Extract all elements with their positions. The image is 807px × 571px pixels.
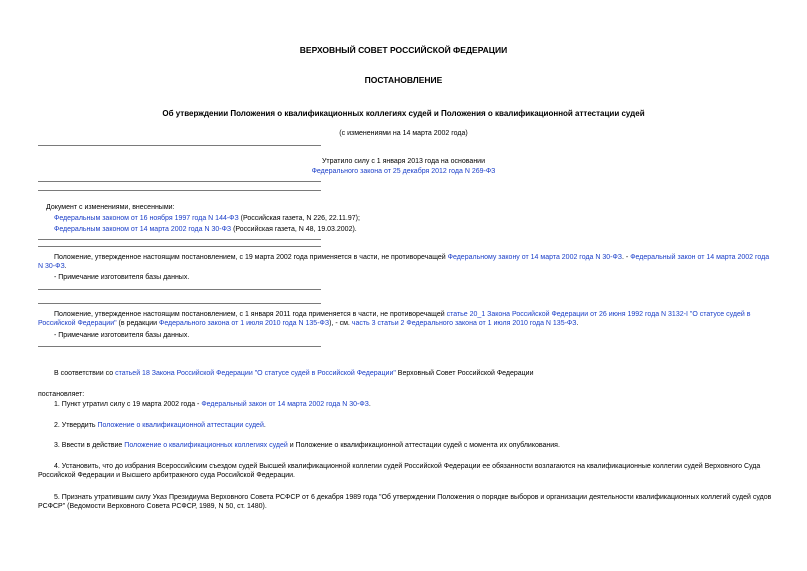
change-law-link[interactable]: Федеральным законом от 16 ноября 1997 года N 144-ФЗ: [54, 215, 239, 222]
point-text: 2. Утвердить: [54, 422, 98, 429]
law-link[interactable]: статьей 18 Закона Российской Федерации "О статусе судей в Российской Федерации": [115, 370, 396, 377]
resolves-word: постановляет:: [38, 391, 85, 398]
divider: [38, 246, 321, 247]
note-text: .: [576, 320, 579, 327]
issuing-body: ВЕРХОВНЫЙ СОВЕТ РОССИЙСКОЙ ФЕДЕРАЦИИ: [299, 45, 508, 55]
divider: [38, 239, 321, 240]
point-1: [54, 400, 371, 409]
note-text: .: [64, 263, 67, 270]
note-text: ), - см.: [329, 320, 352, 327]
document-type: ПОСТАНОВЛЕНИЕ: [364, 75, 443, 85]
preamble: [54, 369, 533, 378]
law-link[interactable]: Федеральный закон от 14 марта 2002 года N 30-ФЗ: [38, 254, 770, 270]
changes-item: [54, 214, 360, 223]
law-link[interactable]: Федерального закона от 1 июля 2010 года N 135-ФЗ: [159, 320, 330, 327]
note-text: Положение, утвержденное настоящим постановлением, с 1 января 2011 года применяется в части, не противоречащей: [54, 311, 447, 318]
note-text: (в редакции: [116, 320, 159, 327]
regulation-link[interactable]: Положение о квалификационных коллегиях судей: [124, 442, 288, 449]
editor-remark: - Примечание изготовителя базы данных.: [54, 332, 190, 339]
point-5: 5. Признать утратившим силу Указ Президиума Верховного Совета РСФСР от 6 декабря 1989 года "Об утверждении Положения о порядке выборов и организации деятельности квалификационных коллегий судей судов РСФСР" (Ведомости Верховного Совета РСФСР, 1989, N 50, ст. 1480).: [38, 494, 772, 510]
point-4: 4. Установить, что до избрания Всероссийским съездом судей Высшей квалификационной коллегии судей Российской Федерации ее обязанности возлагаются на квалификационные коллегии судей Верховного Суда Российской Федерации и Высшего арбитражного суда Российской Федерации.: [38, 463, 761, 479]
point-text: .: [368, 401, 371, 408]
editor-note-2011: [38, 310, 772, 328]
preamble-text: Верховный Совет Российской Федерации: [395, 370, 534, 377]
status-text: Утратило силу с 1 января 2013 года на основании: [321, 158, 486, 165]
point-text: .: [263, 422, 266, 429]
divider: [38, 346, 321, 347]
note-text: Положение, утвержденное настоящим постановлением, с 19 марта 2002 года применяется в части, не противоречащей: [54, 254, 448, 261]
change-source: (Российская газета, N 48, 19.03.2002).: [231, 226, 357, 233]
law-link[interactable]: статье 20_1 Закона Российской Федерации от 26 июня 1992 года N 3132-I "О статусе судей в Российской Федерации": [38, 311, 751, 327]
change-source: (Российская газета, N 226, 22.11.97);: [238, 215, 360, 222]
law-link[interactable]: Федеральный закон от 14 марта 2002 года N 30-ФЗ: [201, 401, 369, 408]
preamble-text: В соответствии со: [54, 370, 116, 377]
point-3: [54, 441, 560, 450]
editor-note-2002: [38, 253, 772, 271]
editor-remark: - Примечание изготовителя базы данных.: [54, 274, 190, 281]
point-2: [54, 421, 266, 430]
divider: [38, 303, 321, 304]
law-link[interactable]: Федеральному закону от 14 марта 2002 года N 30-ФЗ: [447, 254, 623, 261]
change-law-link[interactable]: Федеральным законом от 14 марта 2002 года N 30-ФЗ: [54, 226, 232, 233]
document-title: Об утверждении Положения о квалификационных коллегиях судей и Положения о квалификационной аттестации судей: [162, 109, 645, 118]
regulation-link[interactable]: Положение о квалификационной аттестации судей: [97, 422, 264, 429]
status-link[interactable]: Федерального закона от 25 декабря 2012 года N 269-ФЗ: [311, 168, 496, 175]
amendment-date: (с изменениями на 14 марта 2002 года): [339, 130, 468, 137]
changes-heading: Документ с изменениями, внесенными:: [46, 204, 175, 211]
divider: [38, 145, 321, 146]
note-text: . -: [622, 254, 631, 261]
divider: [38, 181, 321, 182]
status-link-wrap: [0, 167, 807, 176]
point-text: 1. Пункт утратил силу с 19 марта 2002 года -: [54, 401, 202, 408]
point-text: и Положение о квалификационной аттестации судей с момента их опубликования.: [287, 442, 560, 449]
point-text: 3. Ввести в действие: [54, 442, 125, 449]
changes-item: [54, 225, 357, 234]
law-link[interactable]: часть 3 статьи 2 Федерального закона от 1 июля 2010 года N 135-ФЗ: [351, 320, 577, 327]
divider: [38, 289, 321, 290]
divider: [38, 190, 321, 191]
